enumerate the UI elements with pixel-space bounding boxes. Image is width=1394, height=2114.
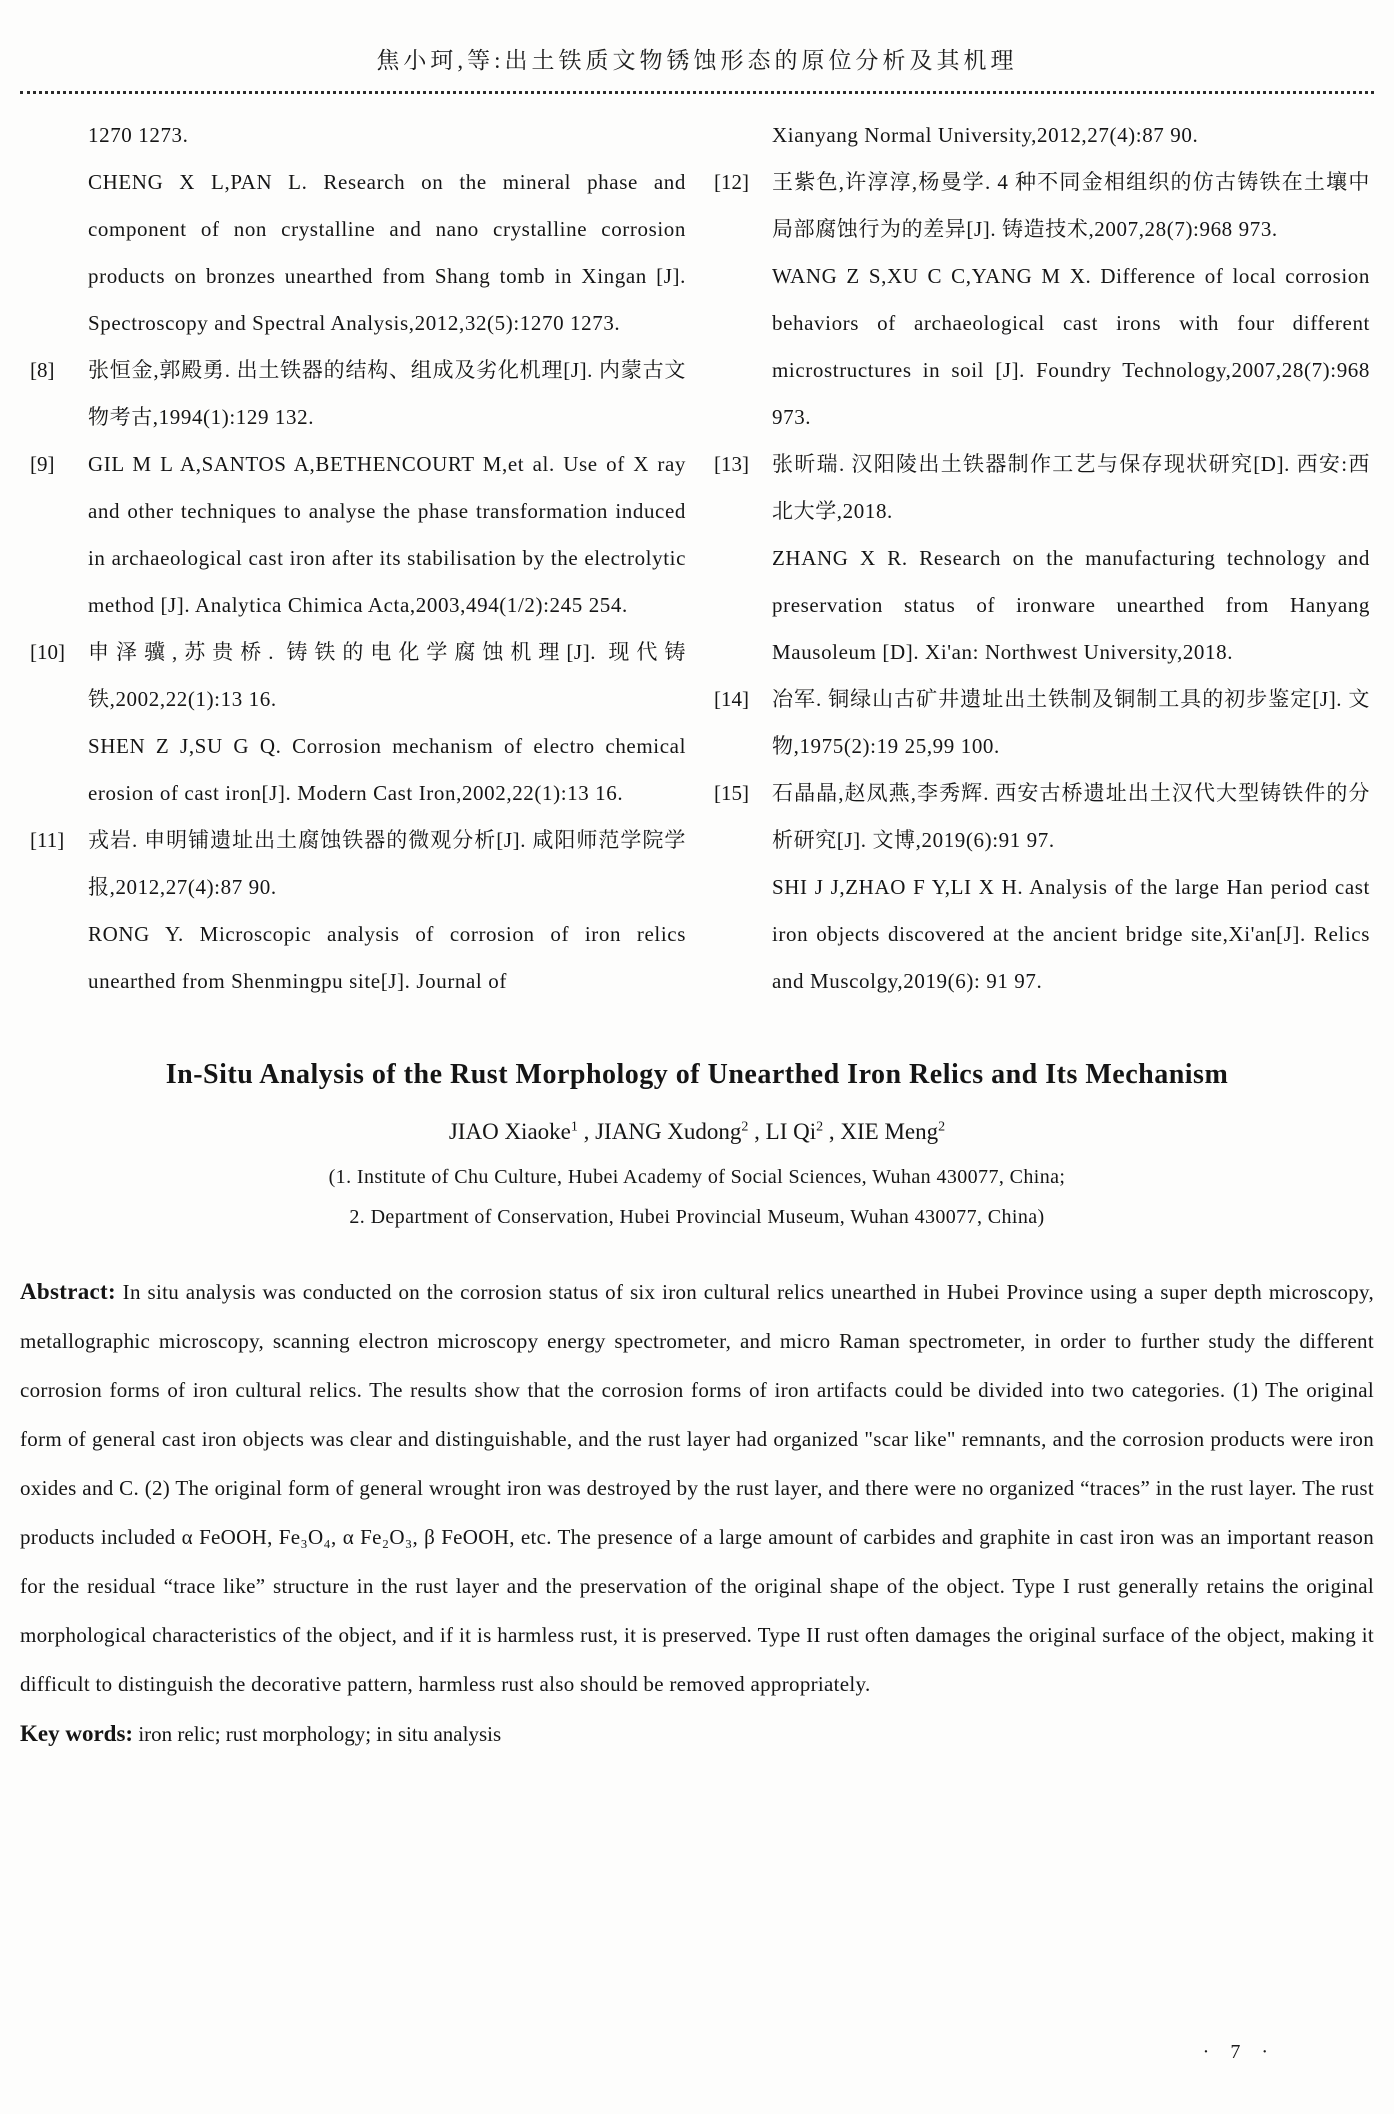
author-name: XIE Meng$^2$ — [840, 1119, 946, 1144]
reference-entry — [714, 159, 1370, 441]
references-column-right — [714, 112, 1370, 1005]
keywords-text: iron relic; rust morphology; in situ analysis — [138, 1722, 502, 1746]
reference-body — [88, 817, 686, 1005]
reference-number — [30, 112, 88, 347]
reference-text: RONG Y. Microscopic analysis of corrosion of iron relics unearthed from Shenmingpu site[J]. Journal of — [88, 922, 686, 993]
reference-number: [13] — [714, 452, 749, 476]
running-head-title: 焦小珂,等:出土铁质文物锈蚀形态的原位分析及其机理 — [376, 48, 1018, 73]
author-superscript: 1 — [570, 1119, 578, 1135]
reference-body — [88, 112, 686, 347]
reference-entry — [714, 770, 1370, 1005]
reference-body — [88, 347, 686, 441]
reference-entry — [30, 441, 686, 629]
reference-text: 张恒金,郭殿勇. 出土铁器的结构、组成及劣化机理[J]. 内蒙古文物考古,1994(1):129 132. — [88, 358, 686, 429]
reference-body — [772, 112, 1370, 159]
affiliation-line: 2. Department of Conservation, Hubei Provincial Museum, Wuhan 430077, China) — [349, 1206, 1045, 1228]
reference-entry — [30, 817, 686, 1005]
reference-text: 王紫色,许淳淳,杨曼学. 4 种不同金相组织的仿古铸铁在土壤中局部腐蚀行为的差异[J]. 铸造技术,2007,28(7):968 973. — [772, 170, 1370, 241]
reference-text: SHEN Z J,SU G Q. Corrosion mechanism of electro chemical erosion of cast iron[J]. Modern Cast Iron,2002,22(1):13 16. — [88, 734, 686, 805]
author-name: JIAO Xiaoke$^1$ — [448, 1119, 578, 1144]
reference-number: [12] — [714, 170, 749, 194]
page-number: · 7 · — [1202, 2041, 1276, 2063]
reference-text: WANG Z S,XU C C,YANG M X. Difference of local corrosion behaviors of archaeological cast irons with four different microstructures in soil [J]. Foundry Technology,2007,28(7):968 973. — [772, 264, 1370, 429]
reference-text: ZHANG X R. Research on the manufacturing technology and preservation status of ironware unearthed from Hanyang Mausoleum [D]. Xi'an: Northwest University,2018. — [772, 546, 1370, 664]
reference-number: [9] — [30, 452, 55, 476]
authors-line: JIAO Xiaoke$^1$ , JIANG Xudong$^2$ , LI Qi$^2$ , XIE Meng$^2$ — [448, 1119, 946, 1144]
abstract-paragraph — [20, 1267, 1374, 1709]
reference-number: [15] — [714, 781, 749, 805]
reference-text: 戎岩. 申明铺遗址出土腐蚀铁器的微观分析[J]. 咸阳师范学院学报,2012,27(4):87 90. — [88, 828, 686, 899]
author-superscript: 2 — [816, 1119, 824, 1135]
reference-entry — [714, 676, 1370, 770]
author-superscript: 2 — [741, 1119, 749, 1135]
references-section — [0, 94, 1394, 1005]
reference-text: 石晶晶,赵凤燕,李秀辉. 西安古桥遗址出土汉代大型铸铁件的分析研究[J]. 文博,2019(6):91 97. — [772, 781, 1370, 852]
reference-entry — [30, 112, 686, 347]
reference-body — [772, 676, 1370, 770]
affiliation-line: (1. Institute of Chu Culture, Hubei Academy of Social Sciences, Wuhan 430077, China; — [328, 1166, 1066, 1188]
reference-entry — [714, 441, 1370, 676]
reference-text: SHI J J,ZHAO F Y,LI X H. Analysis of the large Han period cast iron objects discovered at the ancient bridge site,Xi'an[J]. Relics and Muscolgy,2019(6): 91 97. — [772, 875, 1370, 993]
keywords-paragraph — [20, 1709, 1374, 1759]
reference-entry — [30, 347, 686, 441]
reference-text: CHENG X L,PAN L. Research on the mineral phase and component of non crystalline and nano crystalline corrosion products on bronzes unearthed from Shang tomb in Xingan [J]. Spectroscopy and Spectral Analysis,2012,32(5):1270 1273. — [88, 170, 686, 335]
reference-number — [714, 112, 772, 159]
reference-body — [88, 629, 686, 817]
reference-text: GIL M L A,SANTOS A,BETHENCOURT M,et al. Use of X ray and other techniques to analyse the phase transformation induced in archaeological cast iron after its stabilisation by the electrolytic method [J]. Analytica Chimica Acta,2003,494(1/2):245 254. — [88, 452, 686, 617]
reference-entry — [30, 629, 686, 817]
reference-number: [10] — [30, 640, 65, 664]
keywords-label: Key words: — [20, 1721, 134, 1746]
reference-body — [772, 159, 1370, 441]
reference-body — [88, 441, 686, 629]
reference-body — [772, 441, 1370, 676]
reference-text: 1270 1273. — [88, 123, 189, 147]
author-name: LI Qi$^2$ — [765, 1119, 824, 1144]
reference-text: 申泽骥,苏贵桥. 铸铁的电化学腐蚀机理[J]. 现代铸铁,2002,22(1):13 16. — [88, 640, 686, 711]
reference-number: [8] — [30, 358, 55, 382]
author-name: JIANG Xudong$^2$ — [595, 1119, 749, 1144]
affiliations-block — [0, 1157, 1394, 1237]
abstract-label: Abstract: — [20, 1279, 116, 1304]
reference-entry — [714, 112, 1370, 159]
author-superscript: 2 — [938, 1119, 946, 1135]
reference-text: Xianyang Normal University,2012,27(4):87 90. — [772, 123, 1199, 147]
reference-number: [11] — [30, 828, 65, 852]
abstract-text: In situ analysis was conducted on the corrosion status of six iron cultural relics unearthed in Hubei Province using a super depth microscopy, metallographic microscopy, scanning electron microscopy energy spectrometer, and micro Raman spectrometer, in order to further study the different corrosion forms of iron cultural relics. The results show that the corrosion forms of iron artifacts could be divided into two categories. (1) The original form of general cast iron objects was clear and distinguishable, and the rust layer had organized "scar like" remnants, and the corrosion products were iron oxides and C. (2) The original form of general wrought iron was destroyed by the rust layer, and there were no organized “traces” in the rust layer. The rust products included α FeOOH, Fe₃O₄, α Fe₂O₃, β FeOOH, etc. The presence of a large amount of carbides and graphite in cast iron was an important reason for the residual “trace like” structure in the rust layer and the preservation of the original shape of the object. Type I rust generally retains the original morphological characteristics of the object, and if it is harmless rust, it is preserved. Type II rust often damages the original surface of the object, making it difficult to distinguish the decorative pattern, harmless rust also should be removed appropriately. — [20, 1280, 1374, 1696]
reference-body — [772, 770, 1370, 1005]
reference-text: 冶军. 铜绿山古矿井遗址出土铁制及铜制工具的初步鉴定[J]. 文物,1975(2):19 25,99 100. — [772, 687, 1370, 758]
reference-number: [14] — [714, 687, 749, 711]
references-column-left — [30, 112, 686, 1005]
reference-text: 张昕瑞. 汉阳陵出土铁器制作工艺与保存现状研究[D]. 西安:西北大学,2018. — [772, 452, 1370, 523]
article-title: In-Situ Analysis of the Rust Morphology of Unearthed Iron Relics and Its Mechanism — [165, 1059, 1229, 1090]
